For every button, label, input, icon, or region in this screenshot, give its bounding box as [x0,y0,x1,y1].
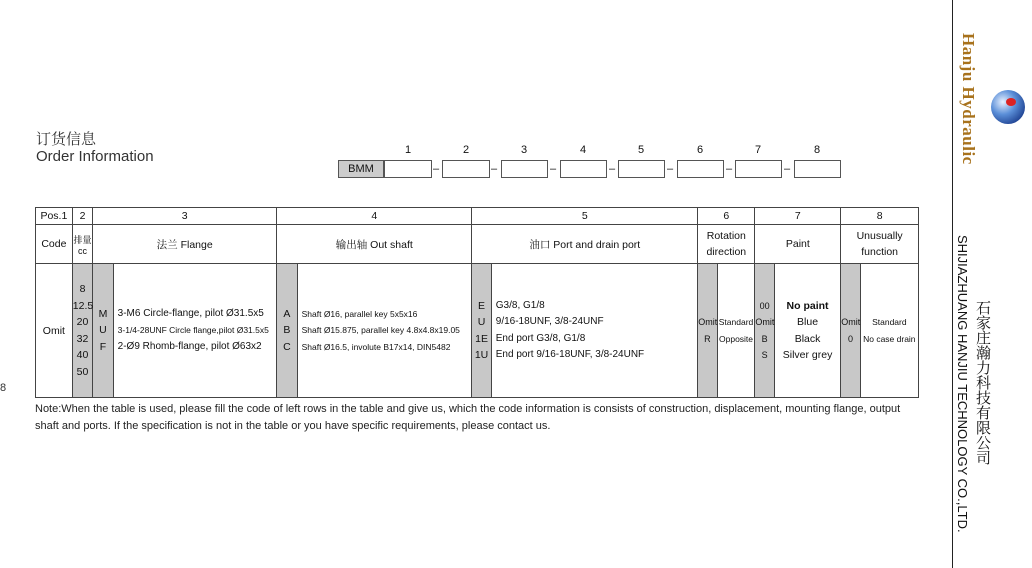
port-desc: End port 9/16-18UNF, 3/8-24UNF [495,349,645,360]
code-box-6[interactable] [677,160,724,178]
rotation-desc: Standard [718,317,754,327]
page-divider [952,0,953,568]
code-pos-3: 3 [520,144,528,156]
port-descriptions [491,264,697,398]
code-box-5[interactable] [618,160,665,178]
paint-code: Omit [755,317,775,327]
shaft-code: C [283,340,291,353]
omit-cell: Omit [36,264,73,398]
function-desc: Standard [872,317,907,327]
code-separator: – [432,163,440,175]
rotation-desc: Opposite [719,333,754,344]
order-code-row [338,144,858,184]
code-pos-5: 5 [637,144,645,156]
code-box-8[interactable] [794,160,841,178]
code-separator: – [783,163,791,175]
flange-desc: 2-Ø9 Rhomb-flange, pilot Ø63x2 [117,340,262,352]
code-separator: – [549,163,557,175]
order-table [35,207,919,398]
flange-codes [93,264,113,398]
table-row [36,208,919,225]
code-pos-4: 4 [579,144,587,156]
shaft-code: B [283,324,291,337]
paint-desc: Silver grey [782,349,833,361]
displacement-value: 40 [76,349,89,361]
paint-code: S [761,350,768,360]
usage-note: Note:When the table is used, please fill the code of left rows in the table and give us, which the code information is consists of construction, displacement, mounting flange, output shaft and ports. If the specification is not in the table or you have specific requirements, please contact us. [35,403,901,432]
code-box-1[interactable] [384,160,432,178]
displacement-value: 12.5 [72,299,94,312]
paint-desc: Black [794,332,821,345]
code-separator: – [725,163,733,175]
title-cn: 订货信息 [36,131,97,148]
pos-header: 4 [277,208,472,225]
paint-desc: No paint [786,299,829,312]
displacement-value: 32 [76,332,89,345]
paint-header: Paint [755,225,841,264]
code-pos-2: 2 [462,144,470,156]
flange-header: 法兰 Flange [93,225,277,264]
shaft-code: A [283,307,291,320]
pos-header: 8 [841,208,919,225]
port-header: 油口 Port and drain port [472,225,698,264]
pos-header: 5 [472,208,698,225]
port-desc: 9/16-18UNF, 3/8-24UNF [495,316,604,327]
code-box-2[interactable] [442,160,490,178]
function-code: 0 [847,333,853,344]
table-row [36,264,919,398]
pos-header: 7 [755,208,841,225]
code-box-4[interactable] [560,160,607,178]
code-box-3[interactable] [501,160,548,178]
port-code: U [477,316,486,328]
flange-code: U [99,324,107,337]
title-en: Order Information [36,148,154,165]
pos-header: 2 [72,208,92,225]
displacement-value: 8 [79,283,86,295]
function-desc: No case drain [863,333,916,344]
shaft-desc: Shaft Ø16.5, involute B17x14, DIN5482 [301,341,451,352]
pos-header: Pos.1 [36,208,73,225]
shaft-descriptions [297,264,472,398]
shaft-desc: Shaft Ø15.875, parallel key 4.8x4.8x19.05 [301,325,460,336]
rotation-descriptions [717,264,755,398]
flange-desc: 3-M6 Circle-flange, pilot Ø31.5x5 [117,307,264,319]
code-separator: – [666,163,674,175]
rotation-code: Omit [698,317,718,327]
paint-descriptions [774,264,840,398]
company-name-cn: 石家庄瀚力科技有限公司 [974,300,991,465]
port-code: 1U [474,349,489,361]
code-pos-1: 1 [404,144,412,156]
code-prefix-box: BMM [338,160,384,178]
displacement-values [72,264,92,398]
function-codes [841,264,860,398]
flange-descriptions [113,264,277,398]
rotation-code: R [704,333,711,344]
company-name-en: SHIJIAZHUANG HANJIU TECHNOLOGY CO.,LTD. [955,235,970,533]
port-desc: End port G3/8, G1/8 [495,332,586,344]
port-code: 1E [475,332,488,345]
table-row [36,225,919,264]
port-codes [472,264,491,398]
port-desc: G3/8, G1/8 [495,299,545,311]
shaft-codes [277,264,297,398]
shaft-header: 输出轴 Out shaft [277,225,472,264]
pos-header: 3 [93,208,277,225]
logo-accent [1006,98,1016,106]
paint-code: 00 [759,300,770,311]
function-descriptions [860,264,918,398]
displacement-header: 排量 cc [72,225,92,264]
function-header: Unusually function [841,225,919,264]
rotation-codes [698,264,717,398]
paint-codes [755,264,774,398]
brand-name: Hanju Hydraulic [959,33,978,165]
paint-code: B [761,333,768,344]
code-separator: – [490,163,498,175]
shaft-desc: Shaft Ø16, parallel key 5x5x16 [301,308,418,319]
function-code: Omit [841,317,861,327]
code-box-7[interactable] [735,160,782,178]
flange-code: M [98,307,108,320]
code-pos-8: 8 [813,144,821,156]
displacement-value: 20 [76,316,89,328]
displacement-value: 50 [76,365,89,378]
code-separator: – [608,163,616,175]
code-pos-6: 6 [696,144,704,156]
edge-mark: 8 [0,382,7,394]
flange-code: F [99,340,107,353]
globe-logo-icon [991,90,1025,124]
rotation-header: Rotation direction [698,225,755,264]
port-code: E [478,299,486,312]
paint-desc: Blue [797,316,819,328]
code-label: Code [36,225,73,264]
flange-desc: 3-1/4-28UNF Circle flange,pilot Ø31.5x5 [117,325,269,336]
code-pos-7: 7 [754,144,762,156]
pos-header: 6 [698,208,755,225]
